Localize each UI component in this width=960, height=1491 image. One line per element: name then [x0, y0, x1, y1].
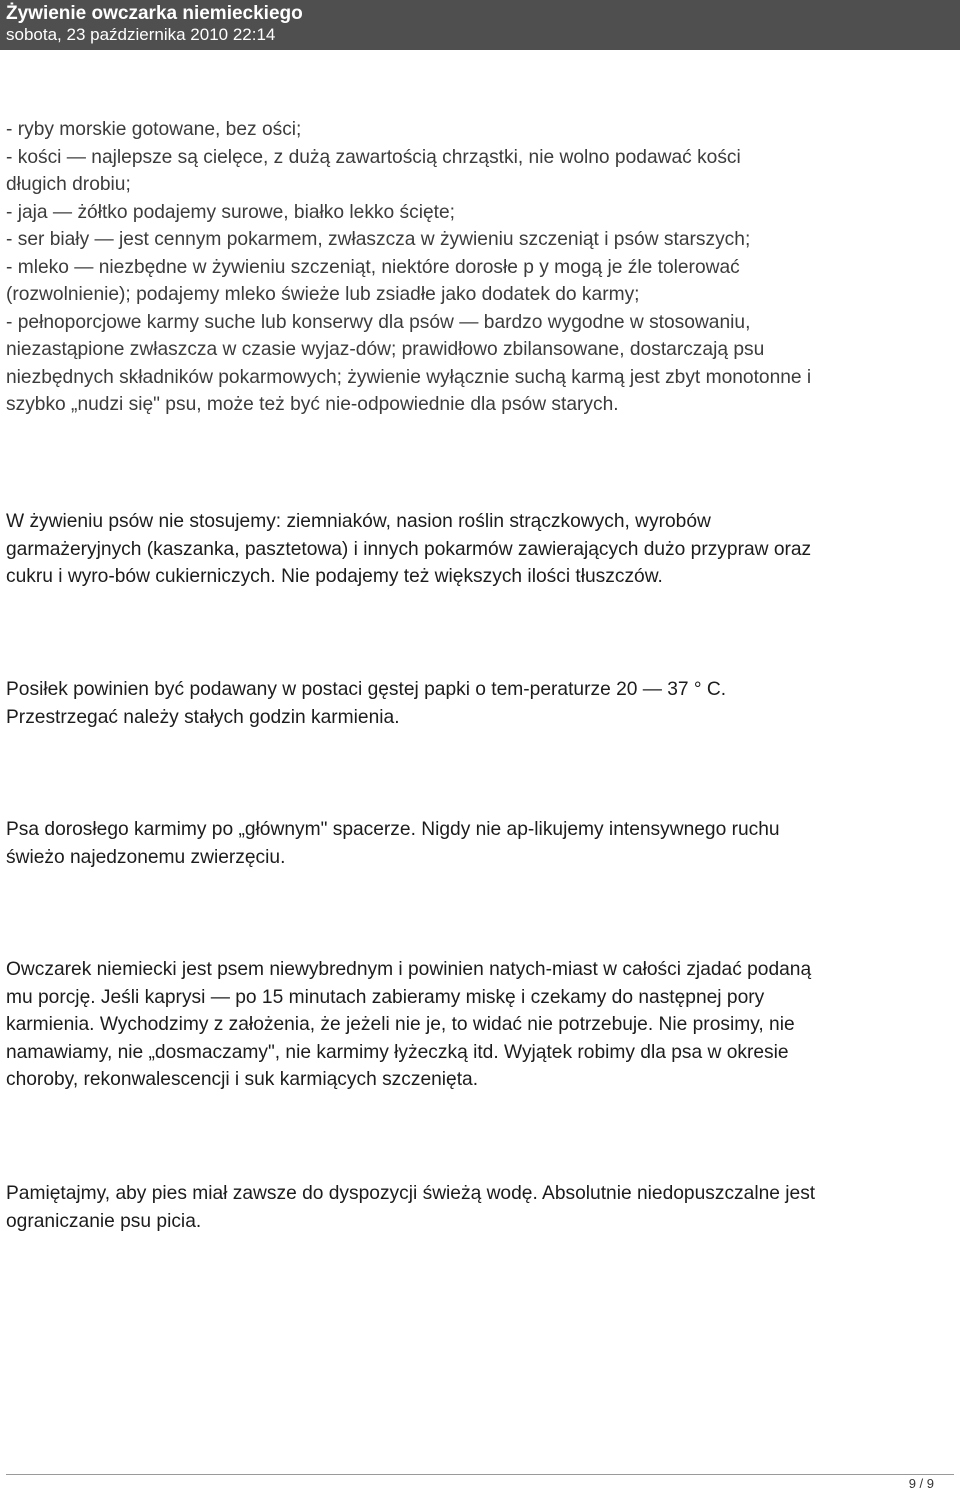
paragraph-line: - mleko — niezbędne w żywieniu szczeniąt, niektóre dorosłe p y mogą je źle tolerować	[6, 256, 740, 278]
paragraph-line: (rozwolnienie); podajemy mleko świeże lub zsiadłe jako dodatek do karmy;	[6, 284, 640, 305]
paragraph-line: szybko „nudzi się" psu, może też być nie-odpowiednie dla psów starych.	[6, 394, 619, 415]
paragraph-line: cukru i wyro-bów cukierniczych. Nie podajemy też większych ilości tłuszczów.	[6, 566, 663, 587]
document-date: sobota, 23 października 2010 22:14	[6, 25, 276, 44]
paragraph-meal-temperature	[6, 676, 956, 731]
paragraph-line: Owczarek niemiecki jest psem niewybrednym i powinien natych-miast w całości zjadać podaną	[6, 959, 812, 980]
paragraph-line: namawiamy, nie „dosmaczamy", nie karmimy łyżeczką itd. Wyjątek robimy dla psa w okresie	[6, 1041, 789, 1063]
paragraph-line: Pamiętajmy, aby pies miał zawsze do dyspozycji świeżą wodę. Absolutnie niedopuszczalne jest	[6, 1183, 816, 1204]
paragraph-line: W żywieniu psów nie stosujemy: ziemniaków, nasion roślin strączkowych, wyrobów	[6, 511, 711, 532]
page-number: 9 / 9	[908, 1476, 934, 1491]
paragraph-line: ograniczanie psu picia.	[6, 1210, 202, 1232]
paragraph-diet-list	[6, 116, 956, 419]
document-title: Żywienie owczarka niemieckiego	[6, 3, 303, 24]
paragraph-line: - jaja — żółtko podajemy surowe, białko lekko ścięte;	[6, 201, 455, 223]
paragraph-forbidden-foods	[6, 508, 956, 591]
paragraph-line: niezastąpione zwłaszcza w czasie wyjaz-dów; prawidłowo zbilansowane, dostarczają psu	[6, 339, 765, 360]
paragraph-line: garmażeryjnych (kaszanka, pasztetowa) i innych pokarmów zawierających dużo przypraw oraz	[6, 538, 812, 560]
paragraph-line: choroby, rekonwalescencji i suk karmiących szczenięta.	[6, 1069, 479, 1090]
paragraph-line: karmienia. Wychodzimy z założenia, że jeżeli nie je, to widać nie potrzebuje. Nie prosimy, nie	[6, 1014, 795, 1035]
paragraph-line: mu porcję. Jeśli kaprysi — po 15 minutach zabieramy miskę i czekamy do następnej pory	[6, 986, 765, 1008]
footer-divider	[6, 1474, 954, 1475]
paragraph-line: Psa dorosłego karmimy po „głównym" spacerze. Nigdy nie ap-likujemy intensywnego ruchu	[6, 819, 780, 840]
document-header	[0, 0, 960, 50]
paragraph-fresh-water	[6, 1180, 956, 1235]
paragraph-line: Przestrzegać należy stałych godzin karmienia.	[6, 706, 400, 728]
paragraph-line: świeżo najedzonemu zwierzęciu.	[6, 846, 286, 868]
paragraph-line: niezbędnych składników pokarmowych; żywienie wyłącznie suchą karmą jest zbyt monotonne i	[6, 366, 812, 388]
paragraph-line: - ryby morskie gotowane, bez ości;	[6, 119, 302, 140]
paragraph-line: Posiłek powinien być podawany w postaci gęstej papki o tem-peraturze 20 — 37 ° C.	[6, 679, 727, 700]
paragraph-line: długich drobiu;	[6, 174, 131, 195]
paragraph-line: - pełnoporcjowe karmy suche lub konserwy dla psów — bardzo wygodne w stosowaniu,	[6, 311, 751, 333]
paragraph-picky-eating	[6, 956, 956, 1094]
paragraph-line: - ser biały — jest cennym pokarmem, zwłaszcza w żywieniu szczeniąt i psów starszych;	[6, 229, 751, 250]
paragraph-feeding-after-walk	[6, 816, 956, 871]
paragraph-line: - kości — najlepsze są cielęce, z dużą zawartością chrząstki, nie wolno podawać kości	[6, 146, 741, 168]
